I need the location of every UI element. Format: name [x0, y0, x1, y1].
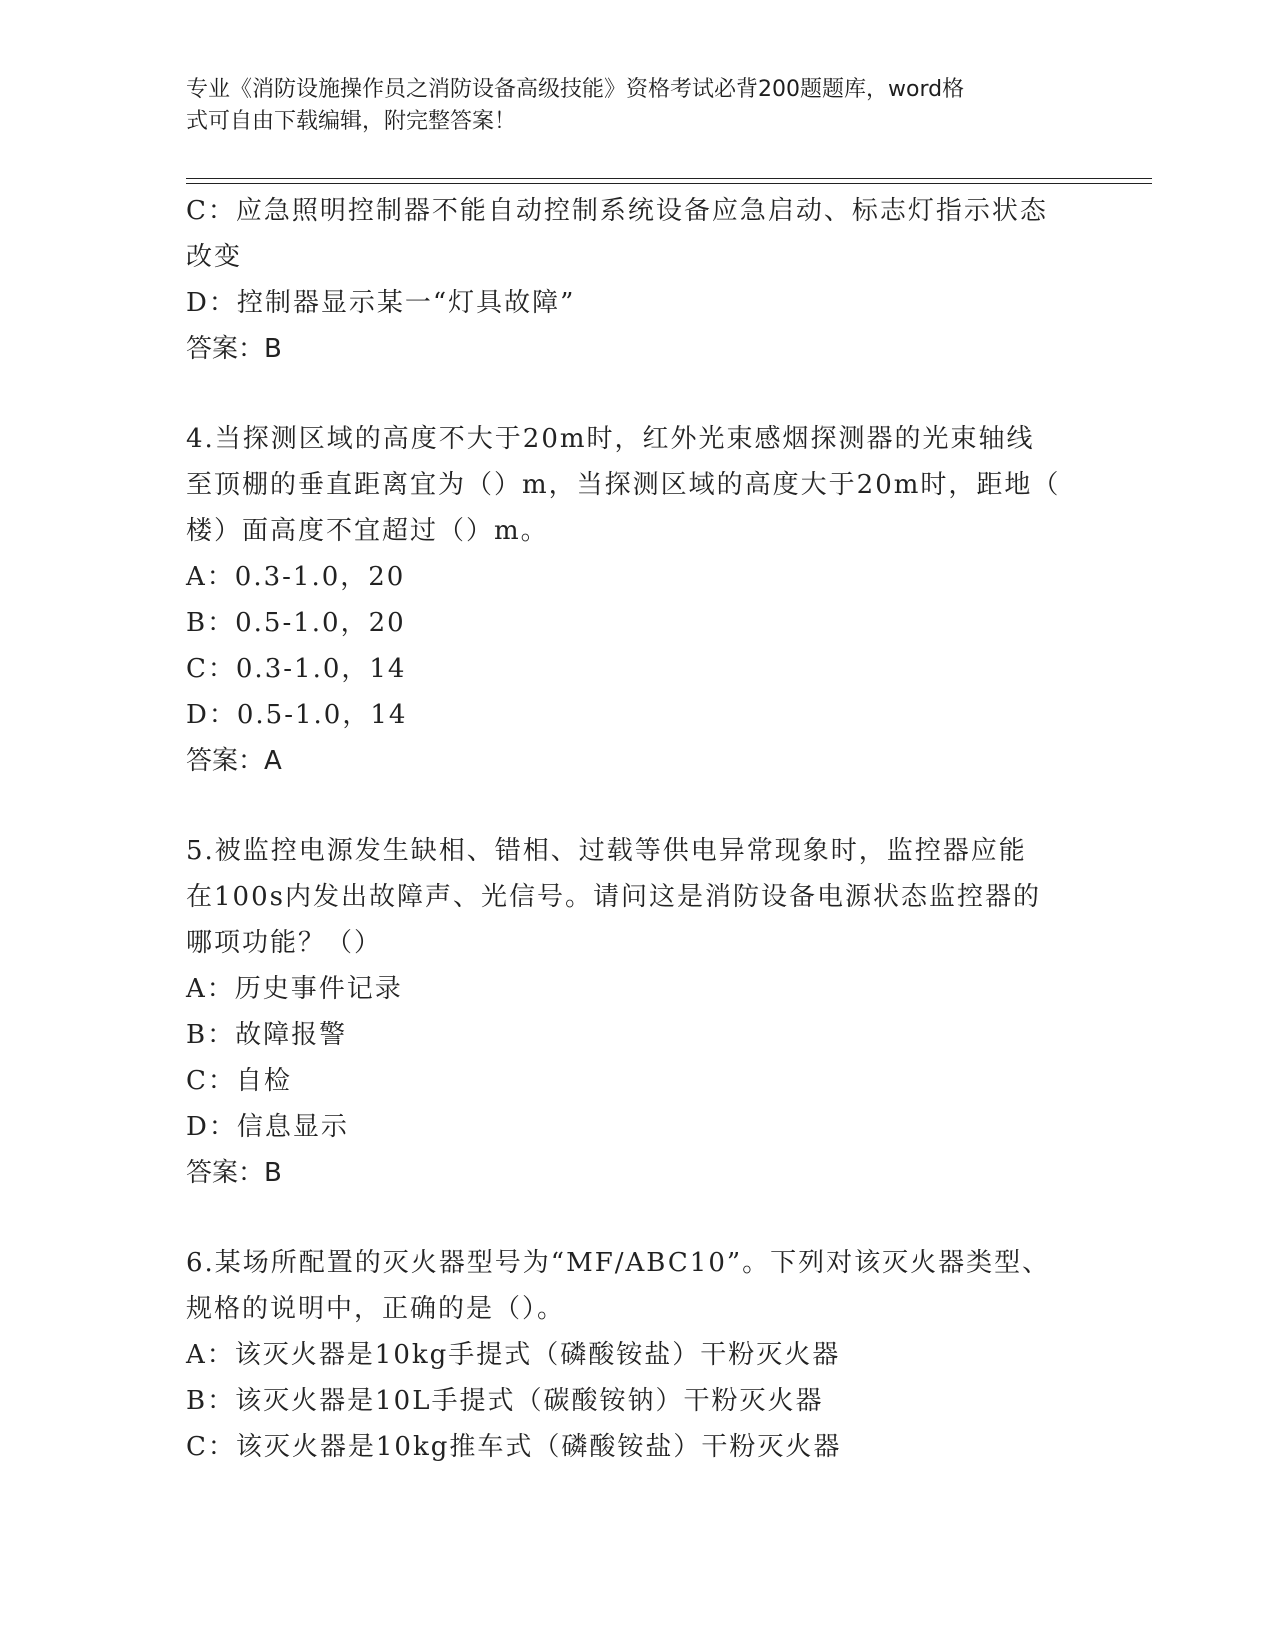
q4-option-d: D：0.5-1.0，14	[186, 700, 408, 730]
q3-option-d: D：控制器显示某一“灯具故障”	[186, 288, 576, 318]
q4-stem-line-2: 至顶棚的垂直距离宜为（）m，当探测区域的高度大于20m时，距地（	[186, 470, 1061, 500]
question-6	[186, 1240, 1086, 1470]
q5-stem-line-3: 哪项功能？（）	[186, 928, 383, 958]
q5-option-a: A：历史事件记录	[186, 974, 403, 1004]
document-header	[186, 74, 1066, 138]
q6-stem-line-2: 规格的说明中，正确的是（）。	[186, 1294, 566, 1324]
q4-answer: 答案：A	[186, 746, 282, 776]
q4-stem-line-1: 4.当探测区域的高度不大于20m时，红外光束感烟探测器的光束轴线	[186, 424, 1035, 454]
header-line-1: 专业《消防设施操作员之消防设备高级技能》资格考试必背200题题库，word格	[186, 77, 965, 102]
q3-option-c-line-2: 改变	[186, 242, 243, 272]
q4-option-c: C：0.3-1.0，14	[186, 654, 407, 684]
q6-option-b: B：该灭火器是10L手提式（碳酸铵钠）干粉灭火器	[186, 1386, 824, 1416]
q6-option-a: A：该灭火器是10kg手提式（磷酸铵盐）干粉灭火器	[186, 1340, 841, 1370]
question-content	[186, 188, 1086, 1470]
header-divider-bottom	[186, 183, 1152, 184]
q5-answer: 答案：B	[186, 1158, 282, 1188]
q5-option-d: D：信息显示	[186, 1112, 349, 1142]
q3-option-c-line-1: C：应急照明控制器不能自动控制系统设备应急启动、标志灯指示状态	[186, 196, 1048, 226]
header-divider-top	[186, 178, 1152, 179]
q5-option-c: C：自检	[186, 1066, 292, 1096]
q5-stem-line-2: 在100s内发出故障声、光信号。请问这是消防设备电源状态监控器的	[186, 882, 1041, 912]
q4-stem-line-3: 楼）面高度不宜超过（）m。	[186, 516, 549, 546]
header-line-2: 式可自由下载编辑，附完整答案！	[186, 109, 517, 134]
q5-option-b: B：故障报警	[186, 1020, 348, 1050]
q3-answer: 答案：B	[186, 334, 282, 364]
question-spacer	[186, 784, 1086, 828]
question-spacer	[186, 1196, 1086, 1240]
question-3-tail	[186, 188, 1086, 372]
q5-stem-line-1: 5.被监控电源发生缺相、错相、过载等供电异常现象时，监控器应能	[186, 836, 1027, 866]
q4-option-a: A：0.3-1.0，20	[186, 562, 406, 592]
question-4	[186, 416, 1086, 784]
question-5	[186, 828, 1086, 1196]
q4-option-b: B：0.5-1.0，20	[186, 608, 406, 638]
q6-option-c: C：该灭火器是10kg推车式（磷酸铵盐）干粉灭火器	[186, 1432, 842, 1462]
question-spacer	[186, 372, 1086, 416]
q6-stem-line-1: 6.某场所配置的灭火器型号为“MF/ABC10”。下列对该灭火器类型、	[186, 1248, 1051, 1278]
